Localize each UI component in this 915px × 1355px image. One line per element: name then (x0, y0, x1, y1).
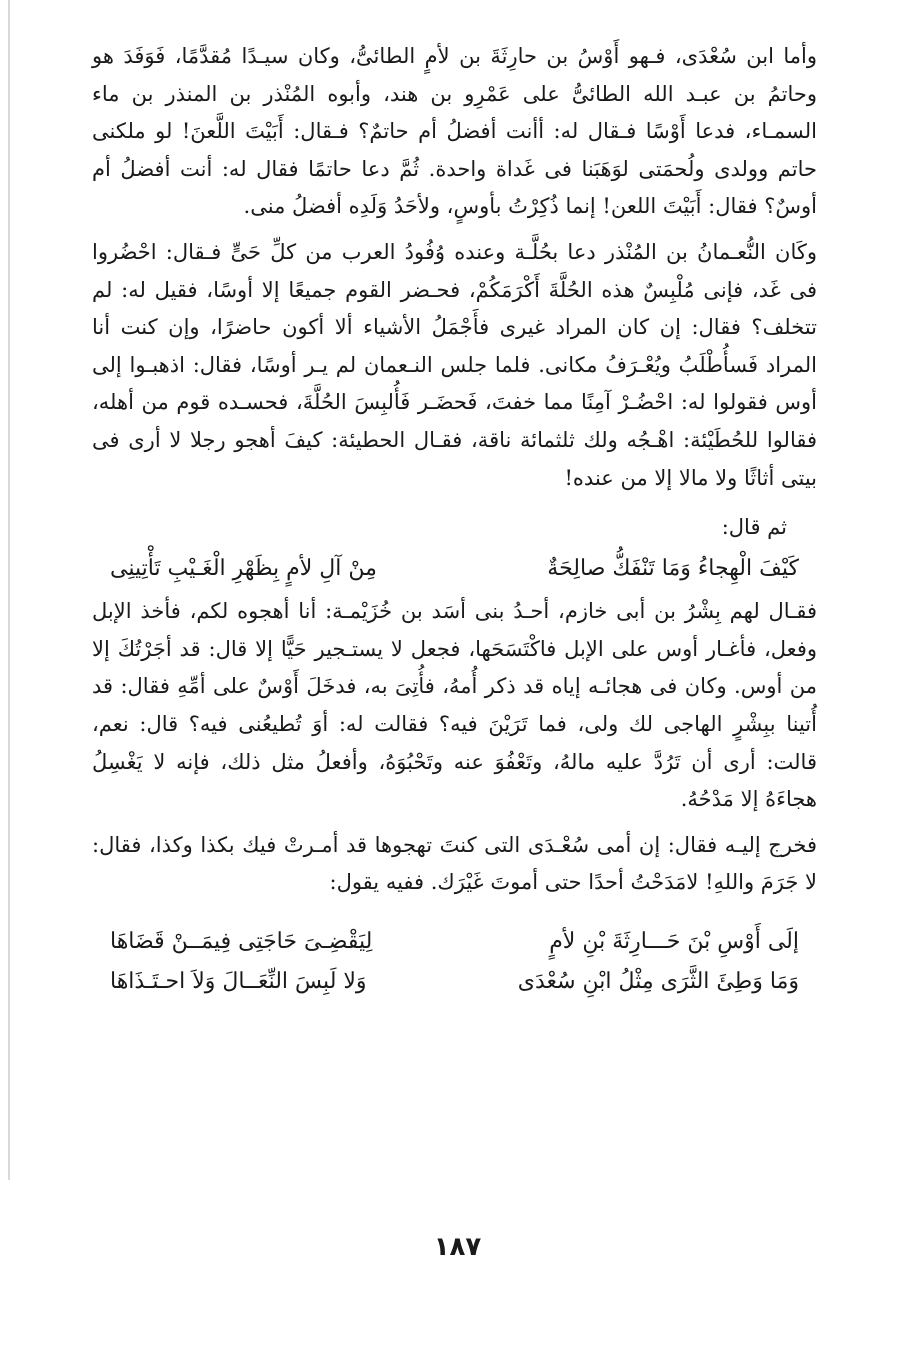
scan-edge-line (8, 0, 10, 1180)
verse-line (92, 922, 817, 962)
verse-second-hemistich: لِيَقْضِـىَ حَاجَتِى فِيمَــنْ قَضَاهَا (110, 928, 373, 954)
verse-second-hemistich: وَلا لَبِسَ النِّعَــالَ وَلاَ احـتَـذَاهَا (110, 968, 367, 994)
verse-intro: ثم قال: (721, 515, 787, 540)
paragraph-aws-and-hatim: وأما ابن سُعْدَى، فـهو أَوْسُ بن حارِثَةَ بن لأمٍ الطائىُّ، وكان سيـدًا مُقدَّمًا، فَوَفَدَ هو وحاتمُ بن عبـد الله الطائىُّ على عَمْرِو بن هند، وأبوه المُنْذر بن المنذر بن ماء السمـاء، فدعا أَوْسًا فـقال له: أأنت أفضلُ أم حاتمٌ؟ فـقال: أَبَيْتَ اللَّعنَ! لو ملكنى حاتم وولدى ولُحمَتى لوَهَبَنا فى غَداة واحدة. ثُمَّ دعا حاتمًا فقال له: أنت أفضلُ أم أوسٌ؟ فقال: أَبَيْتَ اللعن! إنما ذُكِرْتُ بأوسٍ، ولأحَدُ وَلَدِه أفضلُ منى. (92, 44, 817, 219)
verse-line (92, 962, 817, 1002)
verse-first-hemistich: كَيْفَ الْهِجاءُ وَمَا تَنْفَكُّ صالِحَةٌ (547, 556, 799, 582)
page-number: ١٨٧ (433, 1232, 482, 1262)
paragraph-numan-robe: وكَان النُّعـمانُ بن المُنْذر دعا بحُلَّـة وعنده وُفُودُ العرب من كلِّ حَىٍّ فـقال: احْضُروا فى غَد، فإنى مُلْبِسٌ هذه الحُلَّةَ أَكْرَمَكُمْ، فحـضر القوم جميعًا إلا أوسًا، فقيل له: لم تتخلف؟ فقال: إن كان المراد غيرى فأَجْمَلُ الأشياء ألا أكون حاضرًا، وإن كنت أنا المراد فَسأُطْلَبُ ويُعْـرَفُ مكانى. فلما جلس النـعمان لم يـر أوسًا، فقال: اذهبـوا إلى أوس فقولوا له: احْضُـرْ آمِنًا مما خفتَ، فَحضَـر فَأُلبِسَ الحُلَّةَ، فحسـده قوم من أهله، فقالوا للحُطَيْئة: اهْـجُه ولك ثلثمائة ناقة، فقـال الحطيئة: كيفَ أهجو رجلا لا أرى فى بيتى أثاثًا ولا مالا إلا من عنده! (92, 239, 817, 490)
paragraph-outcome: فخرج إليـه فقال: إن أمى سُعْـدَى التى كنتَ تهجوها قد أمـرتْ فيك بكذا وكذا، فقال: لا جَرَمَ واللهِ! لامَدَحْتُ أحدًا حتى أموتَ غَيْرَك. ففيه يقول: (92, 832, 817, 895)
verse-second-hemistich: مِنْ آلِ لأمٍ بِظَهْرِ الْغَـيْبِ تَأْتِينِى (110, 556, 377, 582)
page-body (92, 38, 817, 1002)
verse-line (92, 549, 817, 589)
paragraph-bishr: فقـال لهم بِشْرُ بن أبى خازم، أحـدُ بنى أسَد بن خُزَيْمـة: أنا أهجوه لكم، فأخذ الإبل وفعل، فأغـار أوس على الإبل فاكْتَسَحَها، فجعل لا يستـجير حَيًّا إلا قال: قد أجَرْتُكَ إلا من أوس. وكان فى هجائـه إياه قد ذكر أُمهُ، فأُتِىَ به، فدخَلَ أَوْسٌ على أمِّهِ فقال: قد أُتينا ببِشْرٍ الهاجى لك ولى، فما تَرَيْنَ فيه؟ فقالت له: أوَ تُطيعُنى فيه؟ قال: نعم، قالت: أرى أن تَرُدَّ عليه مالهُ، وتَعْفُوَ عنه وتَحْبُوَهُ، وأفعلُ مثل ذلك، فإنه لا يَغْسِلُ هجاءَهُ إلا مَدْحُهُ. (92, 599, 817, 812)
verse-first-hemistich: إلَى أَوْسِ بْنَ حَـــارِثَةَ بْنِ لأمٍ (549, 928, 799, 954)
verse-first-hemistich: وَمَا وَطِئَ الثَّرَى مِثْلُ ابْنِ سُعْدَى (517, 968, 799, 994)
